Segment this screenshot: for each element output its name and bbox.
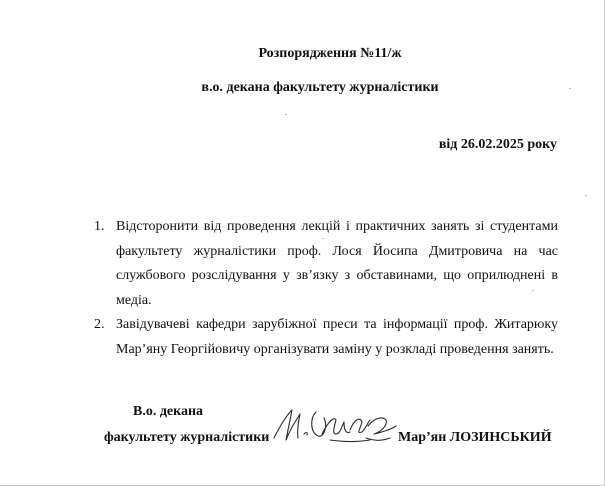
order-items-list xyxy=(94,215,558,363)
scan-speck xyxy=(532,290,534,291)
order-item-number: 1. xyxy=(94,219,105,234)
handwritten-signature xyxy=(270,404,400,452)
order-item-text: Відсторонити від проведення лекцій і практичних занять зі студентами факультету журналістики проф. Лося Йосипа Дмитровича на час службового розслідування у зв’язку з обставинами, що оприлюднені в медіа. xyxy=(116,219,558,308)
scan-speck xyxy=(285,114,287,115)
order-item-text: Завідувачеві кафедри зарубіжної преси та інформації проф. Житарюку Мар’яну Георгійовичу організувати заміну у розкладі проведення занять. xyxy=(116,317,558,357)
signatory-position-line-2: факультету журналістики xyxy=(104,430,270,445)
signatory-position-line-1: В.о. декана xyxy=(133,404,204,419)
order-item xyxy=(94,215,558,313)
document-title: Розпорядження №11/ж xyxy=(258,46,402,61)
document-subtitle: в.о. декана факультету журналістики xyxy=(201,80,439,95)
signatory-name: Мар’ян ЛОЗИНСЬКИЙ xyxy=(398,430,552,445)
order-item xyxy=(94,313,558,362)
document-date: від 26.02.2025 року xyxy=(438,137,557,152)
scan-speck xyxy=(585,195,587,196)
scan-speck xyxy=(322,238,324,239)
order-item-number: 2. xyxy=(94,317,105,333)
scan-speck xyxy=(569,88,571,89)
